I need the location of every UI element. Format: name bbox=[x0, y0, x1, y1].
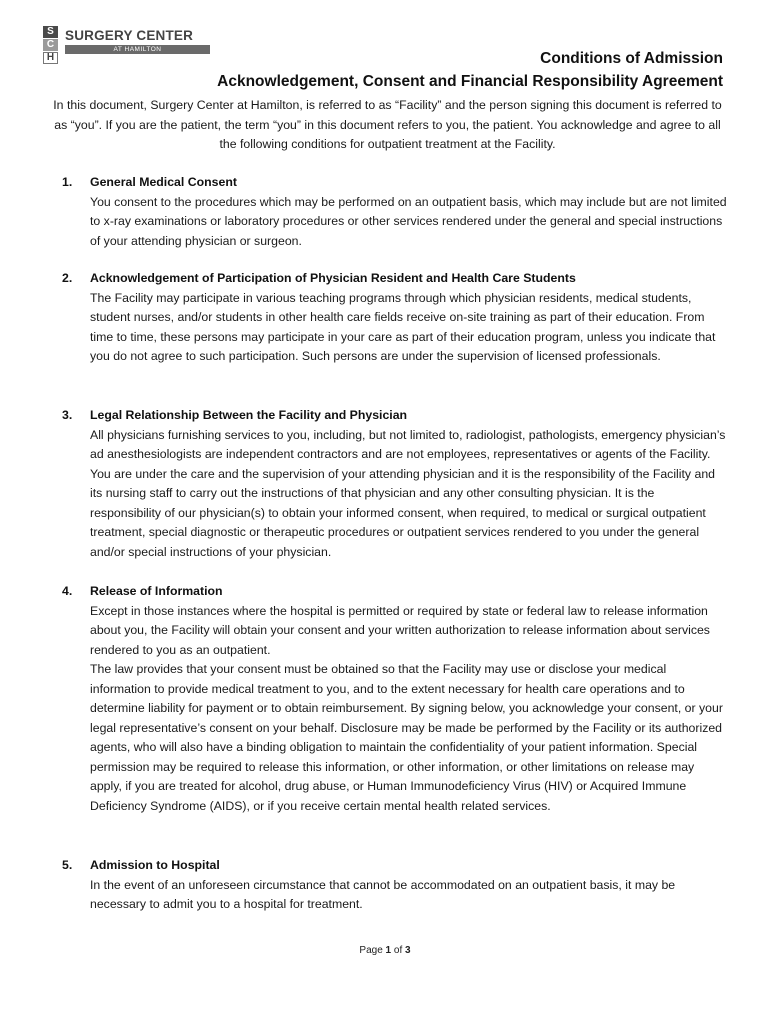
section-paragraph: In the event of an unforeseen circumstance that cannot be accommodated on an outpatient basis, it may be necessary to admit you to a hospital for treatment. bbox=[90, 877, 676, 911]
section-number: 4. bbox=[62, 584, 73, 598]
section-paragraph: Except in those instances where the hospital is permitted or required by state or federal law to release information about you, the Facility will obtain your consent and your written authorization to release information about services rendered to you as an outpatient. bbox=[90, 603, 710, 657]
logo-tile-h: H bbox=[43, 52, 58, 64]
section-title: Release of Information bbox=[90, 584, 223, 598]
section-body bbox=[90, 602, 727, 817]
document-subtitle: Acknowledgement, Consent and Financial Responsibility Agreement bbox=[217, 73, 723, 90]
current-page-number: 1 bbox=[385, 945, 392, 956]
section-number: 2. bbox=[62, 271, 73, 285]
logo-name: SURGERY CENTER bbox=[65, 28, 194, 43]
section-title: Admission to Hospital bbox=[90, 858, 220, 872]
section-body bbox=[90, 426, 727, 563]
section-title: General Medical Consent bbox=[90, 175, 237, 189]
section-title: Legal Relationship Between the Facility and Physician bbox=[90, 408, 408, 422]
of-word: of bbox=[393, 945, 403, 956]
section-body bbox=[90, 193, 727, 252]
page-footer bbox=[0, 945, 770, 956]
section-heading bbox=[62, 856, 727, 876]
logo-tile-s: S bbox=[43, 26, 58, 38]
section-paragraph: The Facility may participate in various teaching programs through which physician residents, medical students, student nurses, and/or students in other health care fields receive on-site training as part of their education. From time to time, these persons may participate in your care as part of their education program, unless you indicate that you do not agree to such participation. Such persons are under the supervision of licensed professionals. bbox=[90, 290, 716, 363]
section-heading bbox=[62, 582, 727, 602]
page-word: Page bbox=[359, 945, 383, 956]
section-paragraph: The law provides that your consent must be obtained so that the Facility may use or disclose your medical information to provide medical treatment to you, and to the extent necessary for health care operations and to determine liability for payment or to obtain reimbursement. By signing below, you acknowledge your consent, or your legal representative’s consent on your behalf. Disclosure may be made be performed by the Facility or its authorized agents, who will also have a binding obligation to maintain the confidentiality of your patient information. Special permission may be required to release this information, or other information, or other limitations on release may apply, if you are treated for alcohol, drug abuse, or Human Immunodeficiency Virus (HIV) or Acquired Immune Deficiency Syndrome (AIDS), or if you receive certain mental health related services. bbox=[90, 662, 723, 813]
section-legal-relationship bbox=[62, 406, 727, 562]
logo-subtitle: AT HAMILTON bbox=[113, 46, 162, 53]
section-participation-residents-students bbox=[62, 269, 727, 367]
intro-paragraph: In this document, Surgery Center at Hamilton, is referred to as “Facility” and the person signing this document is referred to as “you”. If you are the patient, the term “you” in this document refers to you, the patient. You acknowledge and agree to all the following conditions for outpatient treatment at the Facility. bbox=[53, 98, 722, 151]
section-heading bbox=[62, 173, 727, 193]
section-number: 3. bbox=[62, 408, 73, 422]
section-heading bbox=[62, 406, 727, 426]
section-paragraph: You consent to the procedures which may be performed on an outpatient basis, which may include but are not limited to x-ray examinations or laboratory procedures or other services rendered under the general and special instructions of your attending physician or surgeon. bbox=[90, 194, 727, 248]
document-title: Conditions of Admission bbox=[540, 50, 723, 67]
facility-logo bbox=[43, 26, 218, 68]
section-number: 1. bbox=[62, 175, 73, 189]
section-heading bbox=[62, 269, 727, 289]
section-number: 5. bbox=[62, 858, 73, 872]
section-body bbox=[90, 289, 727, 367]
total-pages-number: 3 bbox=[405, 945, 411, 956]
section-body bbox=[90, 876, 727, 915]
section-general-medical-consent bbox=[62, 173, 727, 251]
section-admission-to-hospital bbox=[62, 856, 727, 915]
section-paragraph: All physicians furnishing services to you, including, but not limited to, radiologist, pathologists, emergency physician’s ad anesthesiologists are independent contractors and are not employees, representatives or agents of the Facility. You are under the care and the supervision of your attending physician and it is the responsibility of the Facility and its nursing staff to carry out the instructions of that physician and any other consulting physician. It is the responsibility of our physician(s) to obtain your informed consent, when required, to medical or surgical outpatient treatment, special diagnostic or therapeutic procedures or outpatient services rendered to you under the general and/or special instructions of your physician. bbox=[90, 427, 726, 559]
section-title: Acknowledgement of Participation of Physician Resident and Health Care Students bbox=[90, 271, 576, 285]
logo-tile-c: C bbox=[43, 39, 58, 51]
logo-tiles bbox=[43, 26, 60, 65]
section-release-of-information bbox=[62, 582, 727, 816]
